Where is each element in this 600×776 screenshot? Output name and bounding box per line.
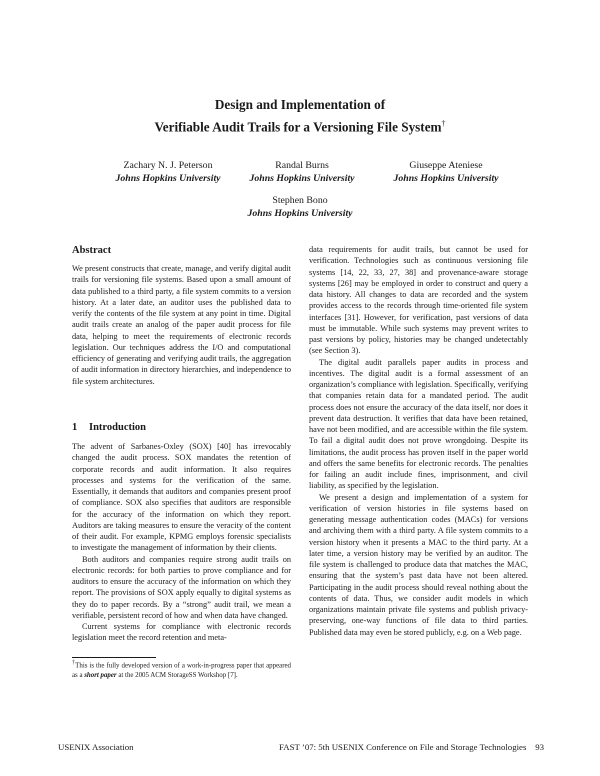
- abstract-section: [72, 244, 291, 387]
- title-line-1-text: Design and Implementation of: [214, 97, 386, 112]
- author-affiliation: Johns Hopkins University: [247, 208, 353, 219]
- footer-center: FAST ’07: 5th USENIX Conference on File and Storage Technologies: [279, 742, 527, 752]
- author-affiliation: Johns Hopkins University: [393, 173, 499, 184]
- paper-title-line-2: [0, 115, 600, 135]
- abstract-text: We present constructs that create, manage, and verify digital audit trails for versioning file systems. Based upon a small amount of data published to a third party, a file system commits to a version history. At a later date, an auditor uses the published data to verify the contents of the file system at any point in time. Digital audit trails create an analog of the paper audit process for file data, helping to meet the requirements of electronic records legislation. Our techniques address the I/O and computational efficiency of generating and verifying audit trails, the aggregation of audit information in directory hierarchies, and independence to file system architectures.: [72, 264, 291, 386]
- paper-title-line-1: [0, 96, 600, 113]
- right-paragraph-3: We present a design and implementation of a system for verification of version histories in file systems based on generating message authentication codes (MACs) for versions and archiving them with a third party. A file system commits to a version history when it presents a MAC to the third party. At a later time, a version history may be verified by an auditor. The file system is challenged to produce data that matches the MAC, ensuring that the system’s past data have not been altered. Participating in the audit process should reveal nothing about the contents of data. Thus, we consider audit models in which organizations maintain private file systems and publish privacy-preserving, one-way functions of file data to third parties. Published data may even be stored publicly, e.g. on a Web page.: [309, 492, 528, 637]
- author-block-4: [210, 194, 390, 220]
- author-affiliation: Johns Hopkins University: [249, 173, 355, 184]
- footer-page-number: 93: [535, 742, 544, 752]
- author-name: Zachary N. J. Peterson: [123, 160, 213, 171]
- right-paragraph-2: The digital audit parallels paper audits in process and incentives. The digital audit is a formal assessment of an organization’s compliance with legislation. Specifically, verifying that companies retain data for a mandated period. The audit process does not ensure the accuracy of the data itself, nor does it prevent data destruction. It verifies that data have been retained, have not been modified, and are accessible within the file system. To fail a digital audit does not prove wrongdoing. Despite its limitations, the audit process has proven itself in the paper world and offers the same benefits for electronic records. The penalties for failing an audit include fines, imprisonment, and civil liability, as specified by the legislation.: [309, 357, 528, 491]
- author-name: Stephen Bono: [272, 195, 328, 206]
- intro-paragraph-3: Current systems for compliance with electronic records legislation meet the record retention and meta-: [72, 622, 291, 643]
- footnote-mark: †: [72, 660, 76, 666]
- introduction-section: [72, 421, 291, 644]
- footnote-text-after: at the 2005 ACM StorageSS Workshop [7].: [116, 671, 238, 679]
- footnote-text-before: This is the fully developed version of a work-in-progress paper that appeared as a: [72, 662, 291, 679]
- footnote-emphasis: short paper: [84, 671, 117, 679]
- title-line-2-text: Verifiable Audit Trails for a Versioning File System: [154, 119, 442, 135]
- footnote: [72, 659, 291, 680]
- author-name: Randal Burns: [275, 160, 329, 171]
- section-title: Introduction: [89, 422, 146, 433]
- right-paragraph-1: data requirements for audit trails, but cannot be used for verification. Technologies such as continuous versioning file systems [14, 22, 33, 27, 38] and provenance-aware storage systems [26] may be employed in order to construct and query a data history. All changes to data are recorded and the system provides access to the records through time-oriented file system interfaces [31]. However, for verification, past versions of data must be immutable. While such systems may prevent writes to past versions by policy, histories may be changed undetectably (see Section 3).: [309, 245, 528, 356]
- section-number: 1: [72, 422, 78, 433]
- introduction-heading: [72, 421, 291, 434]
- footnote-rule: [72, 657, 156, 658]
- abstract-heading: Abstract: [72, 245, 112, 256]
- intro-paragraph-2: Both auditors and companies require strong audit trails on electronic records: for both parties to prove compliance and for auditors to ensure the accuracy of the information on which they report. The provisions of SOX apply equally to digital systems as they do to paper records. By a “strong” audit trail, we mean a verifiable, persistent record of how and when data have changed.: [72, 554, 291, 620]
- footer-left: USENIX Association: [58, 742, 134, 752]
- intro-paragraph-1: The advent of Sarbanes-Oxley (SOX) [40] has irrevocably changed the audit process. SOX mandates the retention of corporate records and audit information. It also requires processes and systems for the verification of the same. Essentially, it demands that auditors and companies present proof of compliance. SOX also specifies that auditors are responsible for the accuracy of the information on which they report. Auditors are taking measures to ensure the veracity of the content of their audit. For example, KPMG employs forensic specialists to investigate the management of information by their clients.: [72, 442, 291, 553]
- title-footnote-mark: †: [441, 119, 446, 128]
- author-block-3: [356, 159, 536, 185]
- author-affiliation: Johns Hopkins University: [115, 173, 221, 184]
- author-name: Giuseppe Ateniese: [409, 160, 483, 171]
- right-column: [309, 244, 528, 638]
